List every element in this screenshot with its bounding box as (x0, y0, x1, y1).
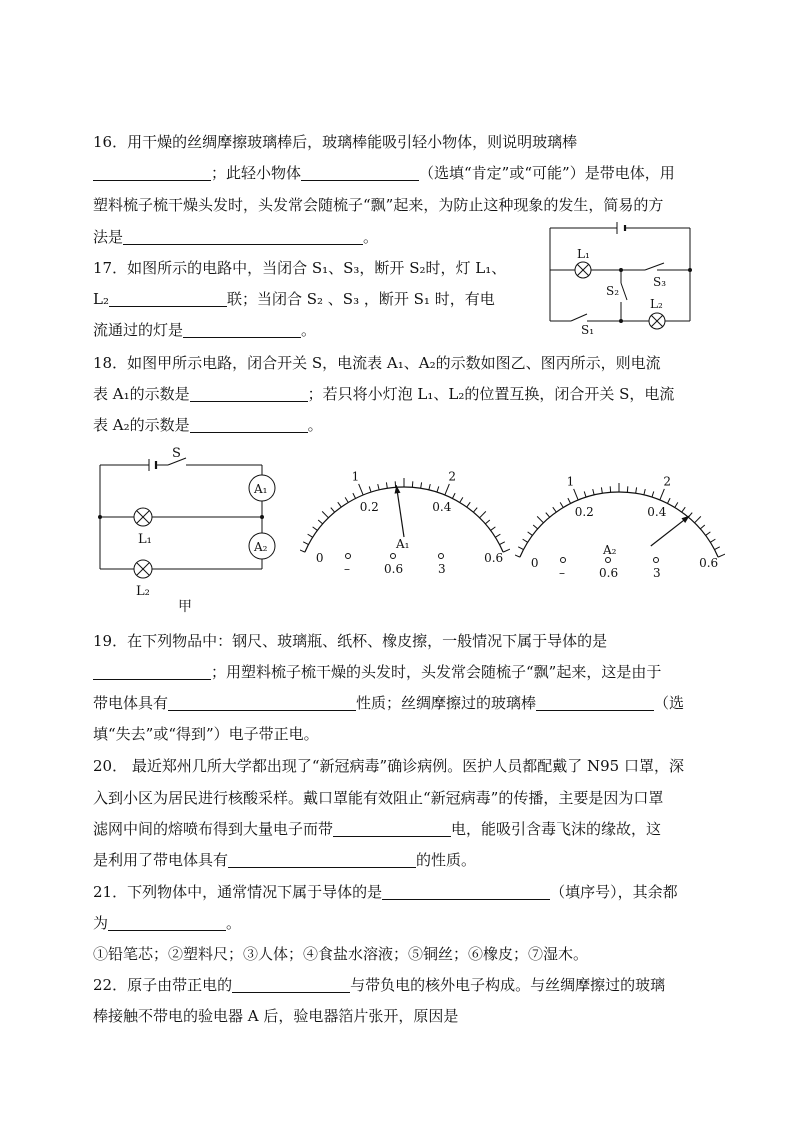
dial-tick-mark (584, 491, 586, 497)
ammeter-a1-label: A₁ (254, 482, 268, 496)
q16-line-1: 16．用干燥的丝绸摩擦玻璃棒后，玻璃棒能吸引轻小物体，则说明玻璃棒 (93, 133, 578, 151)
dial-tick-mark (718, 552, 725, 557)
q22-line-1: 22．原子由带正电的 与带负电的核外电子构成。与丝绸摩擦过的玻璃 (93, 976, 666, 994)
lamp-l1-label: L₁ (577, 247, 590, 261)
dial-tick-mark (369, 486, 371, 492)
dial-tick-mark (359, 484, 364, 495)
q18-line-1: 18．如图甲所示电路，闭合开关 S，电流表 A₁、A₂的示数如图乙、图丙所示，则电流 (93, 354, 661, 372)
dial-tick-mark (485, 520, 490, 524)
lamp-l2-label: L₂ (136, 584, 150, 599)
terminal-label: 3 (438, 562, 446, 576)
switch-s-label: S (172, 447, 181, 461)
answer-blank[interactable] (93, 665, 211, 680)
dial-tick-mark (378, 484, 379, 490)
dial-tick-mark (467, 502, 470, 507)
q16-line-2: ；此轻小物体 （选填“肯定”或“可能”）是带电体，用 (93, 163, 675, 183)
answer-blank[interactable] (228, 853, 416, 868)
answer-blank[interactable] (93, 166, 211, 181)
q17-line-1: 17．如图所示的电路中，当闭合 S₁、S₃，断开 S₂时，灯 L₁、 (93, 259, 507, 277)
dial-tick-mark (303, 542, 308, 545)
dial-tick-mark (322, 511, 328, 517)
dial-tick-mark (473, 508, 477, 513)
dial-tick-mark (695, 516, 701, 522)
q19-line-2: ；用塑料梳子梳干燥的头发时，头发常会随梳子“飘”起来，这是由于 (93, 662, 661, 682)
dial-tick-mark (574, 489, 579, 500)
ammeter-dial-a1 (300, 445, 510, 580)
dial-tick-mark (523, 539, 528, 542)
dial-tick-mark (601, 487, 602, 493)
dial-tick-mark (308, 534, 313, 537)
terminal-dot (391, 554, 396, 559)
switch-s1-label: S₁ (581, 323, 595, 337)
scale-label-bottom: 0.6 (699, 555, 719, 570)
terminal-label: 0.6 (384, 562, 404, 576)
scale-label-top: 2 (448, 469, 457, 484)
dial-tick-mark (491, 527, 496, 531)
meter-name-label: A₁ (396, 537, 410, 551)
switch-s2-label: S₂ (606, 284, 620, 298)
dial-tick-mark (682, 507, 685, 512)
scale-label-bottom: 0.2 (359, 500, 379, 515)
scale-label-bottom: 0 (315, 550, 324, 565)
answer-blank[interactable] (168, 696, 356, 711)
dial-tick-mark (675, 502, 678, 507)
q22-line-2: 棒接触不带电的验电器 A 后，验电器箔片张开，原因是 (93, 1007, 459, 1025)
q20-line-2: 入到小区为居民进行核酸采样。戴口罩能有效阻止“新冠病毒”的传播，主要是因为口罩 (93, 789, 664, 807)
answer-blank[interactable] (382, 885, 550, 900)
q21-line-2: 为 。 (93, 914, 242, 932)
switch-s3-label: S₃ (653, 275, 667, 289)
dial-tick-mark (553, 507, 556, 512)
dial-tick-mark (338, 502, 341, 507)
dial-tick-mark (445, 484, 450, 495)
q21-line-1: 21．下列物体中，通常情况下属于导体的是 （填序号），其余都 (93, 883, 678, 901)
dial-tick-mark (636, 487, 637, 493)
dial-tick-mark (560, 502, 563, 507)
dial-tick-mark (537, 516, 543, 522)
dial-tick-mark (644, 489, 645, 495)
dial-tick-mark (452, 493, 455, 498)
figure-caption-jia: 甲 (178, 599, 192, 615)
dial-tick-mark (593, 489, 594, 495)
dial-tick-mark (331, 508, 335, 513)
q19-line-3: 带电体具有 性质；丝绸摩擦过的玻璃棒 （选 (93, 694, 685, 712)
answer-blank[interactable] (536, 696, 654, 711)
answer-blank[interactable] (108, 916, 226, 931)
q21-options: ①铅笔芯；②塑料尺；③人体；④食盐水溶液；⑤铜丝；⑥橡皮；⑦湿木。 (93, 945, 589, 963)
q17-circuit-diagram (545, 220, 695, 338)
dial-tick-mark (300, 547, 305, 552)
q17-line-3: 流通过的灯是 。 (93, 321, 317, 339)
dial-tick-mark (667, 498, 670, 503)
terminal-dot (346, 554, 351, 559)
dial-tick-mark (386, 482, 387, 488)
q17-line-2: L₂ 联；当闭合 S₂ 、S₃ ，断开 S₁ 时，有电 (93, 290, 495, 308)
lamp-l2-label: L₂ (650, 297, 663, 311)
dial-tick-mark (515, 552, 520, 557)
terminal-label: 0.6 (599, 566, 619, 580)
dial-tick-mark (421, 482, 422, 488)
dial-tick-mark (353, 493, 356, 498)
dial-tick-mark (518, 547, 523, 550)
q20-line-4: 是利用了带电体具有 的性质。 (93, 851, 477, 869)
ammeter-dial-a2 (515, 450, 725, 615)
dial-arc (520, 492, 718, 557)
q19-line-4: 填“失去”或“得到”）电子带正电。 (93, 725, 319, 743)
circuit-diagram-jia (92, 447, 282, 617)
scale-label-bottom: 0.6 (484, 550, 504, 565)
dial-tick-mark (437, 486, 439, 492)
dial-tick-mark (700, 525, 705, 529)
scale-label-bottom: 0.2 (574, 505, 594, 520)
scale-label-top: 1 (351, 469, 360, 484)
dial-tick-mark (528, 532, 533, 536)
dial-tick-mark (660, 489, 665, 500)
answer-blank[interactable] (123, 230, 363, 245)
dial-tick-mark (313, 527, 318, 531)
scale-label-bottom: 0.4 (432, 500, 452, 515)
dial-tick-mark (480, 511, 486, 517)
ammeter-a2-label: A₂ (254, 540, 268, 554)
needle-arrowhead (681, 516, 689, 523)
q18-line-3: 表 A₂的示数是 。 (93, 416, 323, 434)
dial-tick-mark (652, 491, 654, 497)
answer-blank[interactable] (183, 323, 301, 338)
scale-label-bottom: 0 (530, 555, 539, 570)
dial-tick-mark (495, 534, 500, 537)
answer-blank[interactable] (301, 166, 419, 181)
scale-label-top: 1 (566, 474, 575, 489)
terminal-dot (561, 558, 566, 563)
q18-line-2: 表 A₁的示数是 ；若只将小灯泡 L₁、L₂的位置互换，闭合开关 S，电流 (93, 385, 675, 403)
answer-blank[interactable] (190, 387, 308, 402)
dial-tick-mark (533, 525, 538, 529)
q19-line-1: 19．在下列物品中：钢尺、玻璃瓶、纸杯、橡皮擦，一般情况下属于导体的是 (93, 632, 608, 650)
terminal-label: – (559, 566, 565, 580)
dial-tick-mark (345, 497, 348, 502)
answer-blank[interactable] (333, 822, 451, 837)
answer-blank[interactable] (190, 418, 308, 433)
dial-tick-mark (460, 497, 463, 502)
terminal-label: – (344, 562, 350, 576)
terminal-label: 3 (653, 566, 661, 580)
scale-label-top: 2 (663, 474, 672, 489)
dial-tick-mark (503, 547, 510, 552)
scale-label-bottom: 0.4 (647, 505, 667, 520)
dial-tick-mark (568, 498, 571, 503)
q20-line-3: 滤网中间的熔喷布得到大量电子而带 电，能吸引含毒飞沫的缘故，这 (93, 820, 662, 838)
dial-tick-mark (714, 547, 719, 550)
terminal-dot (654, 558, 659, 563)
answer-blank[interactable] (232, 978, 350, 993)
q16-line-3: 塑料梳子梳干燥头发时，头发常会随梳子“飘”起来，为防止这种现象的发生，简易的方 (93, 196, 664, 214)
dial-tick-mark (429, 484, 430, 490)
q16-line-4: 法是 。 (93, 228, 379, 246)
dial-tick-mark (710, 539, 715, 542)
answer-blank[interactable] (109, 292, 227, 307)
terminal-dot (606, 558, 611, 563)
meter-name-label: A₂ (603, 543, 617, 557)
dial-tick-mark (318, 520, 323, 524)
lamp-l1-label: L₁ (138, 532, 152, 547)
dial-tick-mark (499, 542, 504, 545)
dial-tick-mark (706, 532, 711, 536)
q20-line-1: 20． 最近郑州几所大学都出现了“新冠病毒”确诊病例。医护人员都配戴了 N95 口罩，深 (93, 757, 684, 775)
dial-tick-mark (546, 513, 550, 518)
terminal-dot (439, 554, 444, 559)
